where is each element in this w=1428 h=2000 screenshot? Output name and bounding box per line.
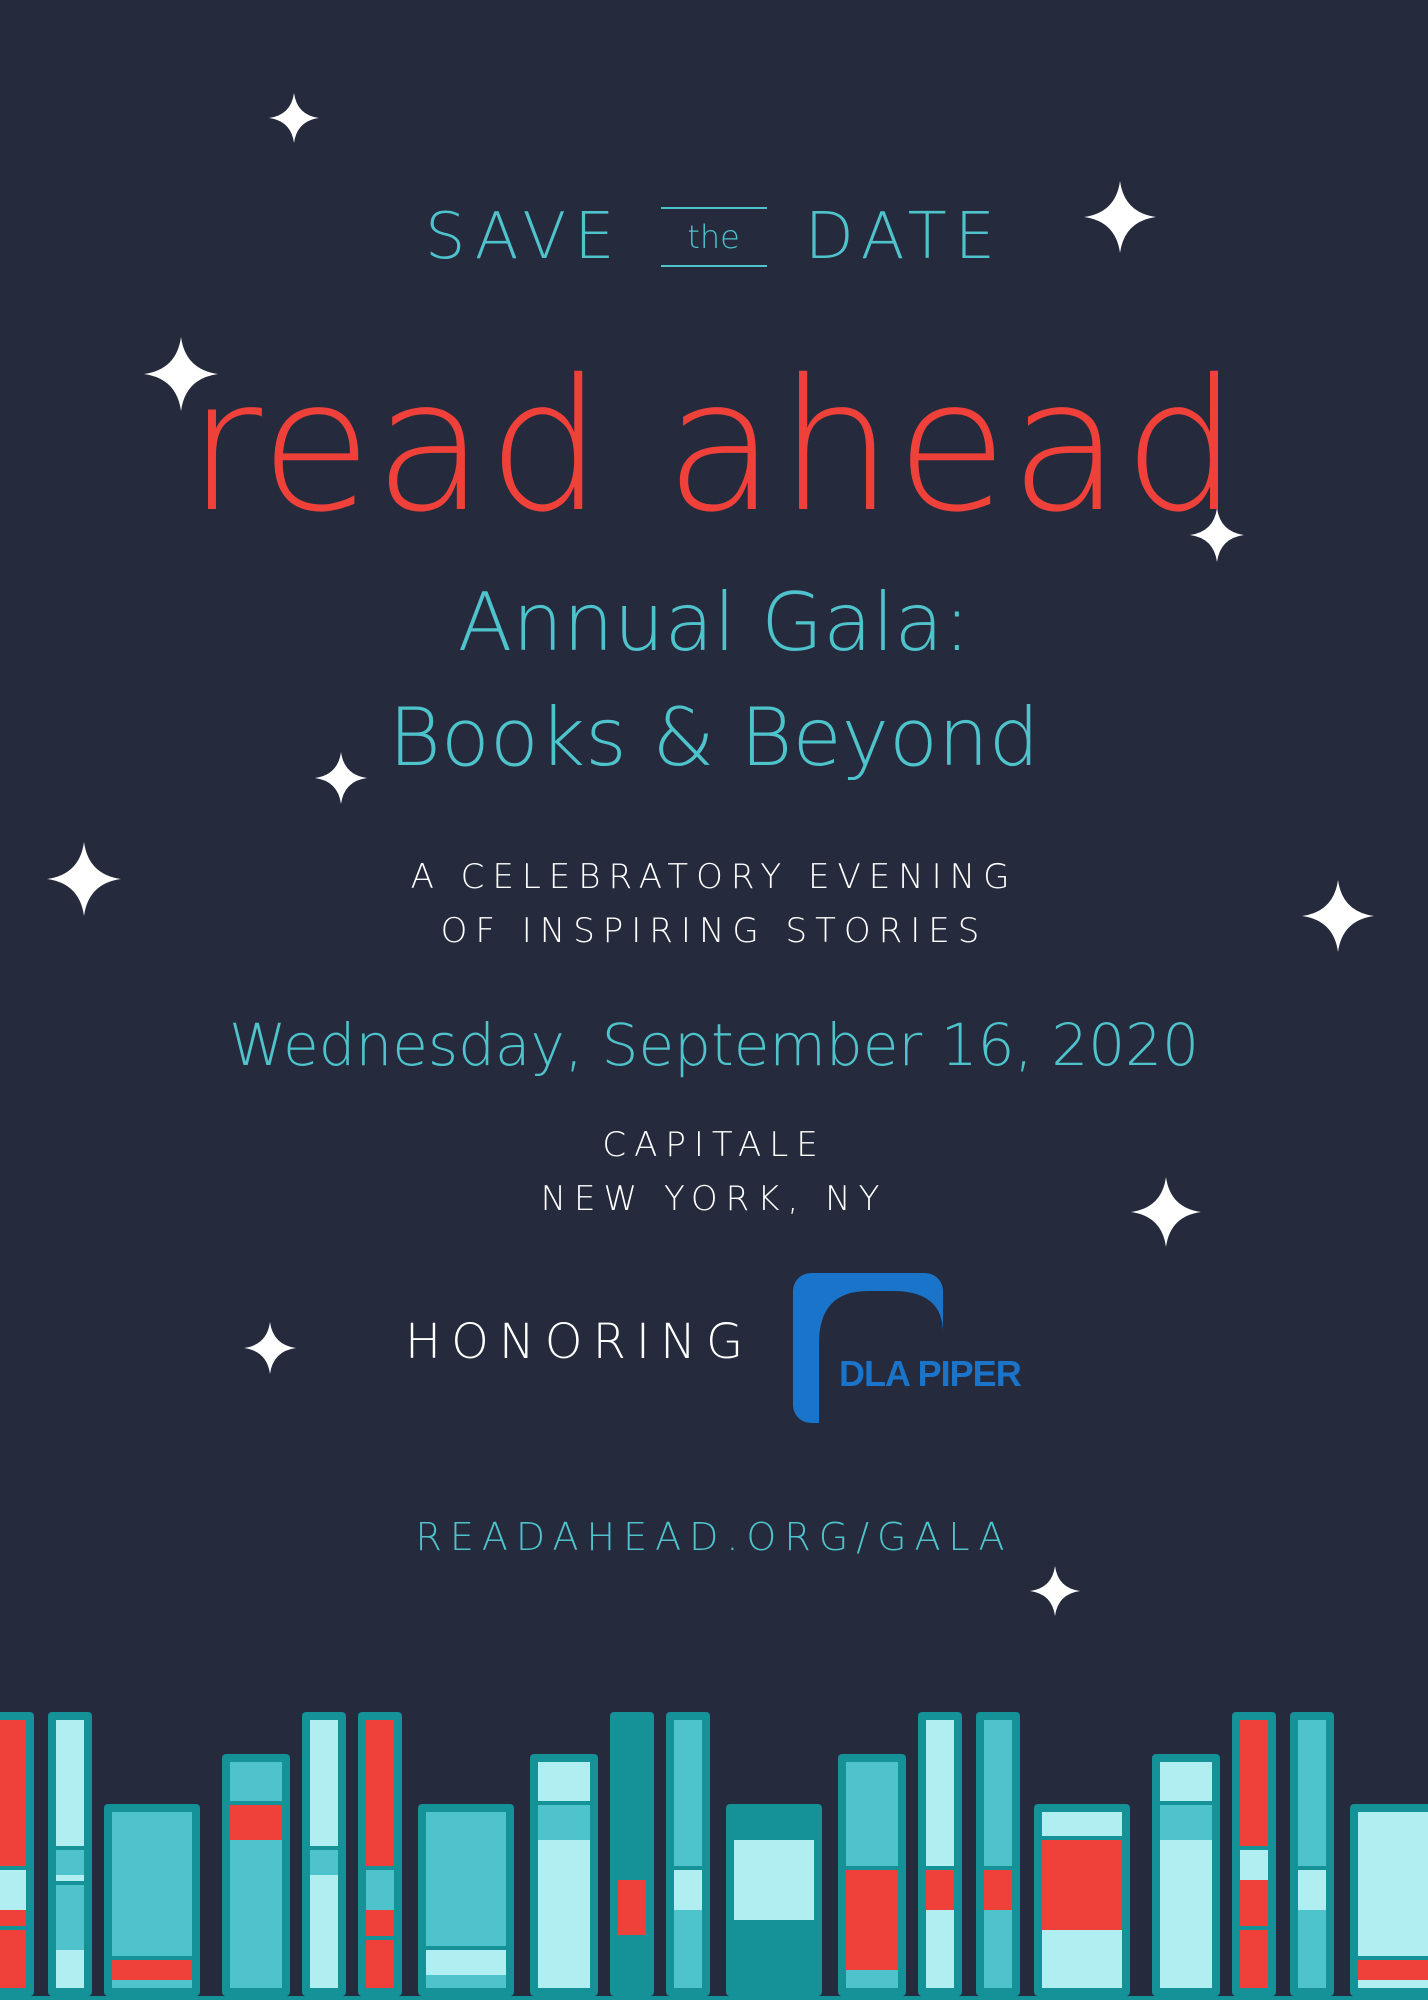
book-spine (838, 1754, 906, 1996)
book-spine (418, 1804, 514, 1996)
sparkle-icon (269, 93, 319, 143)
tagline-line2: OF INSPIRING STORIES (440, 911, 988, 951)
bookshelf-illustration (0, 1700, 1428, 2000)
book-spine (918, 1712, 962, 1996)
book-spine (1152, 1754, 1220, 1996)
date-word: DATE (804, 200, 1004, 274)
book-spine (1232, 1712, 1276, 1996)
event-subtitle-line1: Annual Gala: (457, 576, 971, 669)
dla-piper-logo (793, 1273, 1051, 1423)
venue-name: CAPITALE (602, 1125, 826, 1165)
book-spine (48, 1712, 92, 1996)
book-spine (726, 1804, 822, 1996)
event-url[interactable]: READAHEAD.ORG/GALA (415, 1515, 1013, 1559)
book-spine (1350, 1804, 1428, 1996)
book-spine (302, 1712, 346, 1996)
book-spine (104, 1804, 200, 1996)
book-spine (666, 1712, 710, 1996)
event-date: Wednesday, September 16, 2020 (229, 1011, 1199, 1079)
honoree-logo-text: DLA PIPER (839, 1353, 1021, 1394)
event-title: read ahead (187, 340, 1241, 552)
book-spine (222, 1754, 290, 1996)
venue-city: NEW YORK, NY (540, 1179, 888, 1219)
event-subtitle-line2: Books & Beyond (388, 691, 1040, 784)
tagline-line1: A CELEBRATORY EVENING (410, 857, 1018, 897)
save-the-date-header (0, 200, 1428, 274)
book-spine (610, 1712, 654, 1996)
sparkle-icon (1030, 1566, 1080, 1616)
book-spine (358, 1712, 402, 1996)
book-spine (0, 1712, 34, 1996)
book-spine (1290, 1712, 1334, 1996)
book-spine (976, 1712, 1020, 1996)
book-spine (530, 1754, 598, 1996)
book-spine (1034, 1804, 1130, 1996)
honoring-label: HONORING (405, 1314, 754, 1370)
sparkle-icon (244, 1322, 296, 1374)
the-word: the (661, 207, 767, 267)
save-word: SAVE (424, 200, 623, 274)
